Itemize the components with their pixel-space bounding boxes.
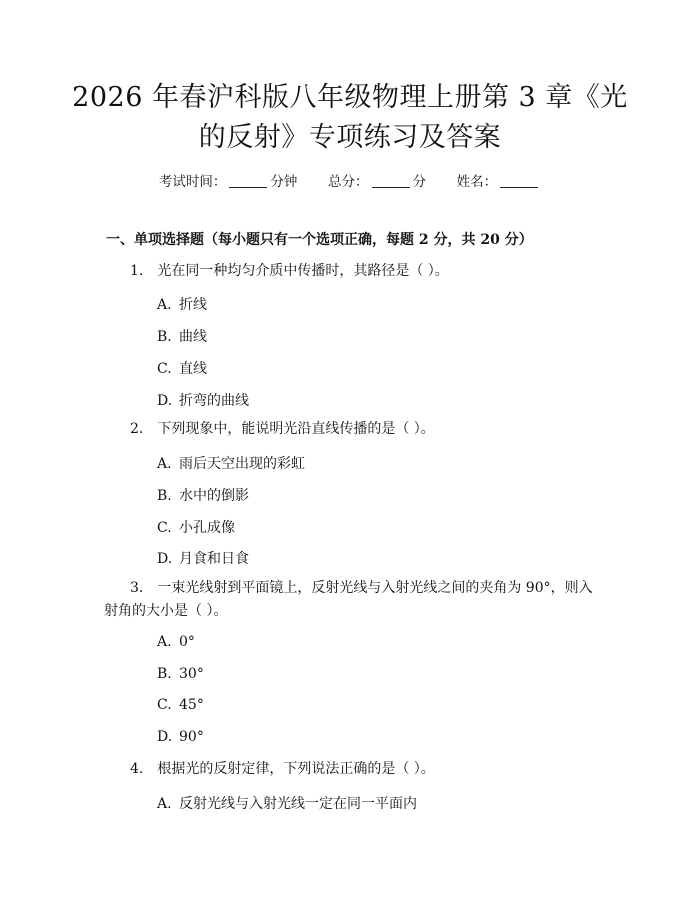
option-2c	[157, 517, 235, 537]
option-1a	[157, 294, 207, 314]
option-label: A.	[157, 796, 172, 812]
option-label: B.	[157, 666, 172, 682]
option-label: A.	[157, 456, 172, 472]
score-label: 总分：	[328, 174, 369, 190]
question-2	[104, 418, 596, 441]
document-title: 2026 年春沪科版八年级物理上册第 3 章《光的反射》专项练习及答案	[72, 82, 628, 153]
option-text: 小孔成像	[179, 520, 235, 536]
option-text: 直线	[179, 361, 207, 377]
question-number: 1.	[130, 263, 144, 279]
question-text: 光在同一种均匀介质中传播时，其路径是（ ）。	[157, 263, 449, 279]
time-label: 考试时间：	[158, 174, 227, 190]
option-text: 30°	[179, 666, 204, 682]
option-2a	[157, 453, 305, 473]
question-text: 根据光的反射定律，下列说法正确的是（ ）。	[157, 761, 435, 777]
question-1	[104, 260, 596, 283]
option-4a	[157, 793, 417, 813]
question-number: 3.	[130, 580, 144, 596]
option-label: A.	[157, 297, 172, 313]
question-number: 2.	[130, 421, 144, 437]
score-blank	[372, 173, 410, 188]
name-blank	[500, 173, 538, 188]
option-text: 折线	[179, 297, 207, 313]
question-text: 下列现象中，能说明光沿直线传播的是（ ）。	[157, 421, 435, 437]
time-blank	[229, 173, 267, 188]
option-label: A.	[157, 634, 172, 650]
option-label: C.	[157, 697, 172, 713]
question-4	[104, 758, 596, 781]
option-text: 45°	[179, 697, 204, 713]
question-3	[104, 577, 596, 623]
score-unit: 分	[412, 174, 426, 190]
option-label: D.	[157, 551, 173, 567]
question-text: 一束光线射到平面镜上，反射光线与入射光线之间的夹角为 90°，则入射角的大小是（ ）。	[104, 580, 593, 619]
option-label: C.	[157, 520, 172, 536]
exam-info-line	[0, 170, 700, 190]
option-label: D.	[157, 729, 173, 745]
option-label: B.	[157, 329, 172, 345]
time-unit: 分钟	[270, 174, 298, 190]
option-label: C.	[157, 361, 172, 377]
option-text: 月食和日食	[179, 551, 249, 567]
option-text: 反射光线与入射光线一定在同一平面内	[179, 796, 417, 812]
option-3a	[157, 634, 195, 650]
option-text: 0°	[179, 634, 195, 650]
option-text: 水中的倒影	[179, 488, 249, 504]
option-label: B.	[157, 488, 172, 504]
option-2d	[157, 548, 249, 568]
section-heading: 一、单项选择题（每小题只有一个选项正确，每题 2 分，共 20 分）	[106, 232, 533, 248]
option-label: D.	[157, 393, 173, 409]
option-1b	[157, 326, 207, 346]
option-3b	[157, 666, 204, 682]
option-text: 雨后天空出现的彩虹	[179, 456, 305, 472]
option-3c	[157, 697, 204, 713]
name-label: 姓名：	[456, 174, 498, 190]
option-text: 折弯的曲线	[179, 393, 249, 409]
option-1c	[157, 358, 207, 378]
option-2b	[157, 485, 249, 505]
question-number: 4.	[130, 761, 144, 777]
option-text: 90°	[179, 729, 204, 745]
option-1d	[157, 390, 249, 410]
option-text: 曲线	[179, 329, 207, 345]
option-3d	[157, 729, 204, 745]
